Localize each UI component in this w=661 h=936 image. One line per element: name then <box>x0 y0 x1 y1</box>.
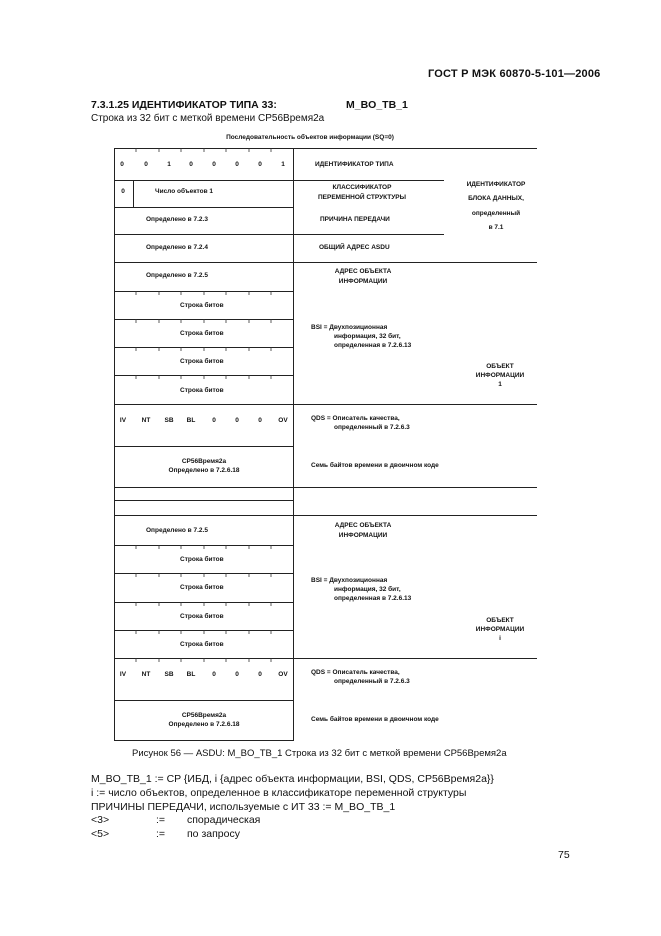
standard-header: ГОСТ Р МЭК 60870-5-101—2006 <box>428 68 601 80</box>
cp56-title: СР56Время2а <box>181 712 227 719</box>
bsi-label-2: информация, 32 бит, <box>334 333 401 340</box>
type-code: M_BO_TB_1 <box>346 99 408 111</box>
object-1-label: ИНФОРМАЦИИ <box>475 372 525 379</box>
qds-bit: 0 <box>235 417 239 424</box>
data-unit-id-2: БЛОКА ДАННЫХ, <box>468 195 524 202</box>
ioa-defined: Определено в 7.2.5 <box>146 272 208 279</box>
type-bit: 0 <box>212 161 216 168</box>
type-bit: 0 <box>235 161 239 168</box>
type-bit: 1 <box>281 161 285 168</box>
vsq-count: Число объектов 1 <box>155 188 213 195</box>
qds-label-1: QDS = Описатель качества, <box>311 415 400 422</box>
type-id-label: ИДЕНТИФИКАТОР ТИПА <box>315 161 394 168</box>
cot-label: ПРИЧИНА ПЕРЕДАЧИ <box>320 216 390 223</box>
type-bit: 0 <box>144 161 148 168</box>
bsi-label-3: определенная в 7.2.6.13 <box>334 595 412 602</box>
ioa-label-1: АДРЕС ОБЪЕКТА <box>334 522 392 529</box>
qds-bit: IV <box>119 671 127 678</box>
bsi-label-1: BSI = Двухпозиционная <box>311 324 388 331</box>
object-1-label: 1 <box>498 381 502 388</box>
bit-string: Строка битов <box>180 584 224 591</box>
bit-string: Строка битов <box>180 556 224 563</box>
data-unit-id-1: ИДЕНТИФИКАТОР <box>466 181 526 188</box>
figure-top-label: Последовательность объектов информации (SQ=0) <box>226 134 394 141</box>
data-unit-id-4: в 7.1 <box>488 224 504 231</box>
cause-code: <5> <box>91 828 110 840</box>
qds-label-2: определенный в 7.2.6.3 <box>334 424 410 431</box>
qds-bit: 0 <box>258 671 262 678</box>
bit-string: Строка битов <box>180 387 224 394</box>
qds-bit: BL <box>186 417 196 424</box>
cause-text: спорадическая <box>187 814 261 826</box>
type-bit: 1 <box>167 161 171 168</box>
bsi-label-3: определенная в 7.2.6.13 <box>334 342 412 349</box>
section-title: 7.3.1.25 ИДЕНТИФИКАТОР ТИПА 33: <box>91 99 277 111</box>
cp56-defined: Определено в 7.2.6.18 <box>168 721 240 728</box>
qds-bit: NT <box>141 671 151 678</box>
qds-bit: 0 <box>212 417 216 424</box>
object-i-label: i <box>499 635 501 642</box>
bit-string: Строка битов <box>180 613 224 620</box>
ioa-label-2: ИНФОРМАЦИИ <box>338 278 388 285</box>
asdu-defined: Определено в 7.2.4 <box>146 244 208 251</box>
figure-caption: Рисунок 56 — ASDU: M_BO_TB_1 Строка из 32 бит с меткой времени СР56Время2а <box>132 748 507 759</box>
type-bit: 0 <box>258 161 262 168</box>
bit-string: Строка битов <box>180 358 224 365</box>
bit-string: Строка битов <box>180 302 224 309</box>
object-i-label: ОБЪЕКТ <box>486 617 514 624</box>
section-subtitle: Строка из 32 бит с меткой времени СР56Время2а <box>91 113 325 124</box>
data-unit-id-3: определенный <box>471 210 521 217</box>
bit-string: Строка битов <box>180 330 224 337</box>
object-1-label: ОБЪЕКТ <box>486 363 514 370</box>
asdu-address-label: ОБЩИЙ АДРЕС ASDU <box>319 244 390 251</box>
bit-string: Строка битов <box>180 641 224 648</box>
page-number: 75 <box>558 849 570 861</box>
qds-bit: OV <box>278 417 288 424</box>
vsq-label-1: КЛАССИФИКАТОР <box>332 184 392 191</box>
cp56-defined: Определено в 7.2.6.18 <box>168 467 240 474</box>
bsi-label-1: BSI = Двухпозиционная <box>311 577 388 584</box>
cause-op: := <box>156 828 166 840</box>
qds-bit: IV <box>119 417 127 424</box>
i-definition: i := число объектов, определенное в классификаторе переменной структуры <box>91 787 467 799</box>
qds-label-2: определенный в 7.2.6.3 <box>334 678 410 685</box>
cp56-title: СР56Время2а <box>181 458 227 465</box>
time-label: Семь байтов времени в двоичном коде <box>311 462 439 469</box>
type-bit: 0 <box>189 161 193 168</box>
formula-line: M_BO_TB_1 := CP {ИБД, i {адрес объекта информации, BSI, QDS, CP56Время2а}} <box>91 773 494 785</box>
cause-code: <3> <box>91 814 110 826</box>
vsq-label-2: ПЕРЕМЕННОЙ СТРУКТУРЫ <box>318 194 406 201</box>
cause-op: := <box>156 814 166 826</box>
ioa-defined: Определено в 7.2.5 <box>146 527 208 534</box>
qds-bit: SB <box>164 671 174 678</box>
qds-label-1: QDS = Описатель качества, <box>311 669 400 676</box>
time-label: Семь байтов времени в двоичном коде <box>311 716 439 723</box>
qds-bit: 0 <box>235 671 239 678</box>
bsi-label-2: информация, 32 бит, <box>334 586 401 593</box>
qds-bit: BL <box>186 671 196 678</box>
ioa-label-1: АДРЕС ОБЪЕКТА <box>334 268 392 275</box>
qds-bit: NT <box>141 417 151 424</box>
ioa-label-2: ИНФОРМАЦИИ <box>338 532 388 539</box>
qds-bit: 0 <box>258 417 262 424</box>
qds-bit: 0 <box>212 671 216 678</box>
cot-defined: Определено в 7.2.3 <box>146 216 208 223</box>
cause-text: по запросу <box>187 828 240 840</box>
cot-line: ПРИЧИНЫ ПЕРЕДАЧИ, используемые с ИТ 33 := M_BO_TB_1 <box>91 801 396 813</box>
type-bit: 0 <box>120 161 124 168</box>
qds-bit: OV <box>278 671 288 678</box>
vsq-sq-bit: 0 <box>121 188 125 195</box>
bit-ticks <box>114 148 294 740</box>
object-i-label: ИНФОРМАЦИИ <box>475 626 525 633</box>
qds-bit: SB <box>164 417 174 424</box>
